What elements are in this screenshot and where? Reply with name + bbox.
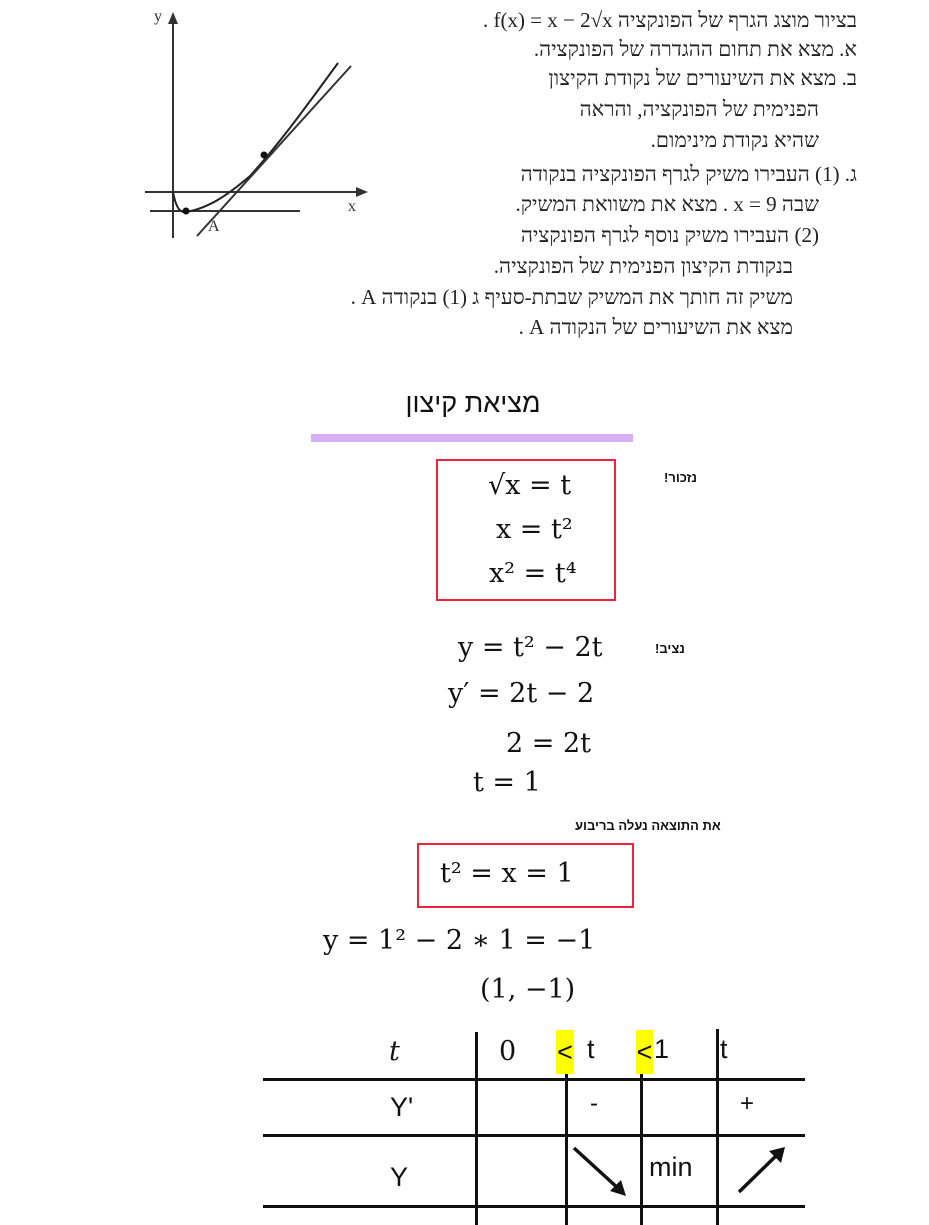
table-header-t2: t bbox=[720, 1034, 728, 1064]
problem-line-c1b: שבה x = 9 . מצא את משוואת המשיק. bbox=[515, 192, 819, 216]
derivative-negative: - bbox=[590, 1090, 598, 1117]
remember-line-2: x = t² bbox=[496, 514, 573, 545]
x-axis-label: x bbox=[348, 198, 356, 215]
table-vline-2 bbox=[565, 1072, 568, 1225]
table-hline-2 bbox=[263, 1134, 805, 1137]
table-hline-1 bbox=[263, 1078, 805, 1081]
substitute-line-2: y′ = 2t − 2 bbox=[448, 678, 595, 709]
graph-svg bbox=[140, 8, 370, 243]
table-header-label: t bbox=[389, 1036, 400, 1067]
table-vline-3 bbox=[640, 1072, 643, 1225]
extremum-point: (1, −1) bbox=[480, 974, 576, 1005]
remember-note: נזכור! bbox=[664, 470, 698, 485]
y-axis-label: y bbox=[154, 8, 162, 25]
substitute-note: נציב! bbox=[655, 641, 685, 656]
problem-line-c2: (2) העבירו משיק נוסף לגרף הפונקציה bbox=[520, 223, 819, 247]
point-a-label: A bbox=[208, 218, 220, 235]
remember-line-1: √x = t bbox=[488, 470, 572, 501]
function-graph bbox=[140, 8, 370, 243]
less-than-highlight-2: < bbox=[636, 1030, 653, 1074]
table-function-label: Y bbox=[390, 1162, 409, 1192]
table-header-t: t bbox=[587, 1034, 595, 1064]
problem-line-c2d: מצא את השיעורים של הנקודה A . bbox=[518, 315, 793, 339]
substitute-line-3: 2 = 2t bbox=[506, 728, 591, 759]
problem-line-a: א. מצא את תחום ההגדרה של הפונקציה. bbox=[533, 37, 857, 61]
problem-line-c2b: בנקודת הקיצון הפנימית של הפונקציה. bbox=[493, 254, 793, 278]
result-box-text: t² = x = 1 bbox=[440, 858, 574, 889]
derivative-positive: + bbox=[740, 1090, 755, 1117]
less-than-highlight-1: < bbox=[556, 1030, 574, 1074]
problem-line-c2c: משיק זה חותך את המשיק שבתת-סעיף ג (1) בנקודה A . bbox=[350, 285, 793, 309]
increasing-arrow-icon bbox=[735, 1144, 790, 1196]
problem-line-b: ב. מצא את השיעורים של נקודת הקיצון bbox=[548, 66, 857, 90]
table-vline-1 bbox=[475, 1032, 478, 1225]
substitute-line-4: t = 1 bbox=[473, 767, 541, 798]
problem-line-b2: הפנימית של הפונקציה, והראה bbox=[579, 97, 819, 121]
table-derivative-label: Y' bbox=[390, 1092, 414, 1122]
table-hline-3 bbox=[263, 1205, 805, 1208]
problem-line-b3: שהיא נקודת מינימום. bbox=[650, 128, 819, 152]
table-vline-4 bbox=[716, 1029, 719, 1225]
y-calculation: y = 1² − 2 ∗ 1 = −1 bbox=[323, 925, 596, 956]
problem-line-c1: ג. (1) העבירו משיק לגרף הפונקציה בנקודה bbox=[520, 162, 857, 186]
table-header-one: 1 bbox=[654, 1034, 670, 1064]
remember-line-3: x² = t⁴ bbox=[489, 558, 577, 589]
section-title-underline bbox=[311, 434, 633, 442]
square-note: את התוצאה נעלה בריבוע bbox=[575, 818, 721, 833]
minimum-label: min bbox=[649, 1152, 693, 1182]
substitute-line-1: y = t² − 2t bbox=[458, 632, 603, 663]
section-title: מציאת קיצון bbox=[405, 388, 541, 418]
decreasing-arrow-icon bbox=[570, 1144, 630, 1199]
table-header-zero: 0 bbox=[499, 1036, 517, 1067]
problem-line-1: בציור מוצג הגרף של הפונקציה f(x) = x − 2√x . bbox=[482, 8, 857, 32]
